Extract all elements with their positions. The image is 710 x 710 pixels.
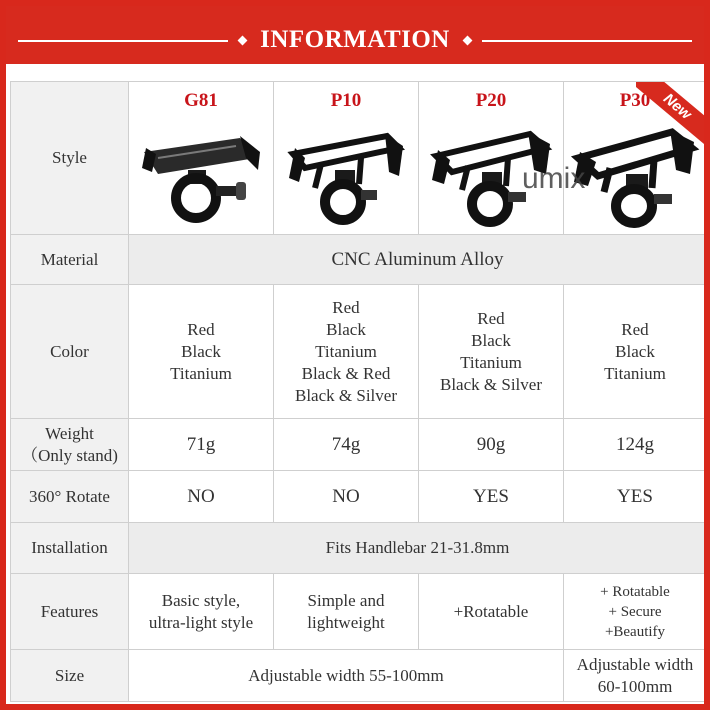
info-card	[6, 6, 704, 704]
model-name: P20	[475, 90, 507, 111]
rotate-value: YES	[419, 471, 564, 523]
row-label-material: Material	[11, 235, 129, 285]
banner-title: INFORMATION	[260, 26, 450, 53]
row-label-weight	[11, 419, 129, 471]
model-cell-p30	[564, 82, 705, 235]
new-badge	[636, 82, 704, 152]
row-label-installation: Installation	[11, 523, 129, 574]
size-line: 60-100mm	[597, 676, 673, 696]
model-name: P30	[619, 90, 651, 111]
feature-item: +Beautify	[604, 623, 666, 640]
weight-value: 74g	[274, 419, 419, 471]
row-installation	[11, 523, 705, 574]
color-item: Titanium	[460, 352, 522, 372]
color-item: Titanium	[315, 341, 377, 361]
color-item: Red	[477, 308, 505, 328]
row-weight	[11, 419, 705, 471]
size-value-p30	[564, 650, 705, 702]
spec-table	[10, 81, 704, 702]
model-name: G81	[184, 90, 218, 111]
bike-phone-holder-icon	[281, 118, 411, 228]
row-label-features: Features	[11, 574, 129, 650]
color-list-p10	[274, 285, 419, 419]
weight-value: 71g	[129, 419, 274, 471]
row-color	[11, 285, 705, 419]
size-line: Adjustable width	[576, 654, 694, 674]
new-badge-label: New	[636, 82, 704, 151]
color-list-p20	[419, 285, 564, 419]
feature-item: +Rotatable	[453, 601, 529, 621]
weight-label-line1: Weight	[45, 423, 94, 443]
color-list-g81	[129, 285, 274, 419]
color-item: Black	[615, 341, 655, 361]
color-item: Titanium	[604, 363, 666, 383]
color-item: Titanium	[170, 363, 232, 383]
row-label-rotate: 360° Rotate	[11, 471, 129, 523]
feature-item: lightweight	[307, 612, 385, 632]
rotate-value: NO	[129, 471, 274, 523]
row-material	[11, 235, 705, 285]
information-banner	[6, 6, 704, 64]
color-item: Red	[187, 319, 215, 339]
rotate-value: YES	[564, 471, 705, 523]
row-label-style: Style	[11, 82, 129, 235]
features-p20	[419, 574, 564, 650]
features-p30	[564, 574, 705, 650]
row-label-color: Color	[11, 285, 129, 419]
row-size	[11, 650, 705, 702]
color-item: Black & Silver	[440, 374, 542, 394]
rotate-value: NO	[274, 471, 419, 523]
weight-value: 124g	[564, 419, 705, 471]
color-item: Red	[621, 319, 649, 339]
features-p10	[274, 574, 419, 650]
model-name: P10	[330, 90, 362, 111]
row-style	[11, 82, 705, 235]
bike-phone-holder-icon	[136, 118, 266, 228]
color-list-p30	[564, 285, 705, 419]
feature-item: Simple and	[307, 590, 385, 610]
model-cell-p20	[419, 82, 564, 235]
model-cell-g81	[129, 82, 274, 235]
color-item: Black & Red	[301, 363, 391, 383]
weight-value: 90g	[419, 419, 564, 471]
row-features	[11, 574, 705, 650]
size-value-shared: Adjustable width 55-100mm	[129, 650, 564, 702]
feature-item: Basic style,	[161, 590, 241, 610]
color-item: Black & Silver	[295, 385, 397, 405]
material-value: CNC Aluminum Alloy	[129, 235, 705, 285]
color-item: Black	[326, 319, 366, 339]
installation-value: Fits Handlebar 21-31.8mm	[129, 523, 705, 574]
banner-rule-right	[482, 40, 692, 42]
features-g81	[129, 574, 274, 650]
color-item: Black	[181, 341, 221, 361]
watermark-text: umix	[522, 162, 586, 195]
feature-item: + Secure	[608, 603, 662, 620]
model-cell-p10	[274, 82, 419, 235]
weight-label-line2: （Only stand)	[21, 445, 118, 465]
feature-item: + Rotatable	[600, 583, 670, 600]
row-rotate	[11, 471, 705, 523]
row-label-size: Size	[11, 650, 129, 702]
color-item: Black	[471, 330, 511, 350]
feature-item: ultra-light style	[148, 612, 254, 632]
color-item: Red	[332, 297, 360, 317]
